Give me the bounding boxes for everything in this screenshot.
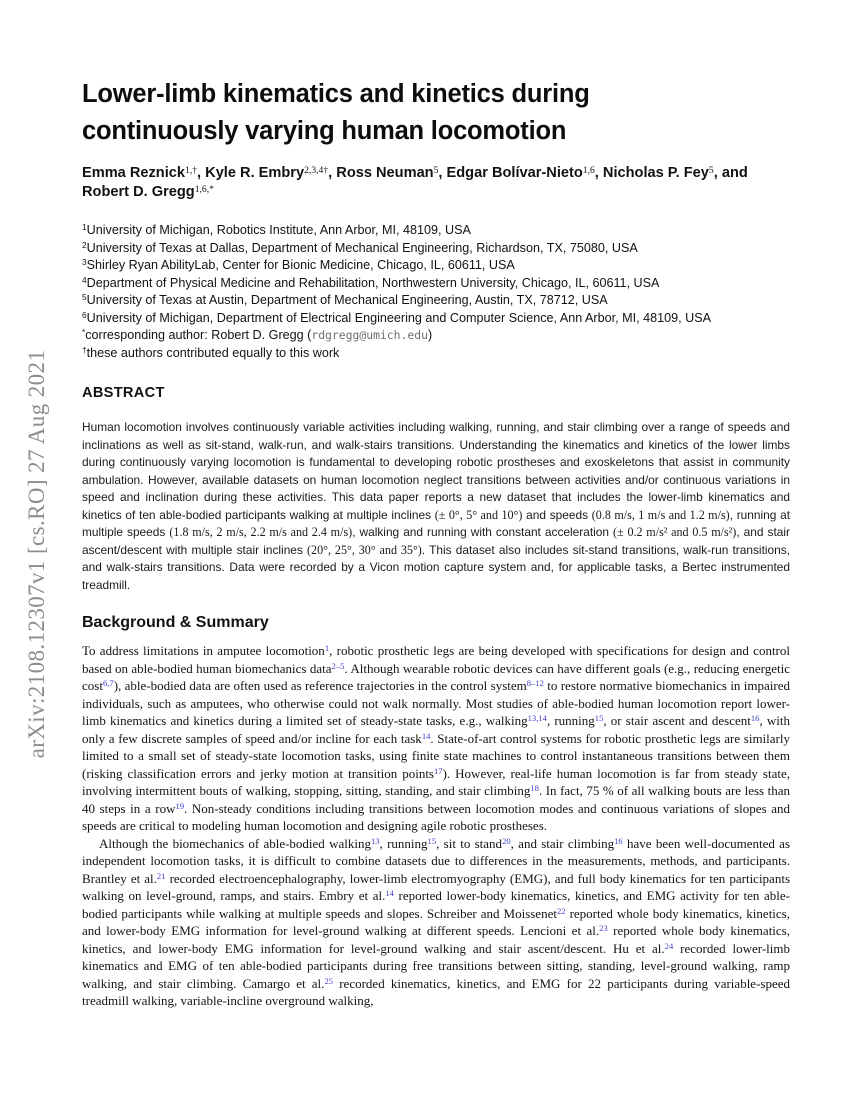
math-text: (20°, 25°, 30° and 35°)	[307, 542, 422, 557]
abstract-heading: ABSTRACT	[82, 385, 165, 401]
abstract-text: Human locomotion involves continuously variable activities including walking, running, and stair climbing over a range of speeds and inclinations as well as sit-stand, walk-run, and walk-stairs transitions. Understanding the kinematics and kinetics of the lower limbs during continuously varying locomotion is fundamental to developing robotic prostheses and exoskeletons that assist in community ambulation. However, available datasets on human locomotion neglect transitions between activities and/or continuous variations in speed and inclination during these activities. This data paper reports a new dataset that includes the lower-limb kinematics and kinetics of ten able-bodied participants walking at multiple inclines (± 0°, 5° and 10°) and speeds (0.8 m/s, 1 m/s and 1.2 m/s), running at multiple speeds (1.8 m/s, 2 m/s, 2.2 m/s and 2.4 m/s), walking and running with constant acceleration (± 0.2 m/s² and 0.5 m/s²), and stair ascent/descent with multiple stair inclines (20°, 25°, 30° and 35°). This dataset also includes sit-stand transitions, walk-run transitions, and walk-stairs transitions. Data were recorded by a Vicon motion capture system and, for applicable tasks, a Bertec instrumented treadmill.	[82, 420, 791, 592]
affiliation-marker: 4	[82, 274, 87, 285]
affiliation-line: *corresponding author: Robert D. Gregg (rdgregg@umich.edu)	[82, 327, 433, 342]
citation-link[interactable]: 13	[370, 835, 380, 846]
section-heading-background-summary: Background & Summary	[82, 614, 269, 631]
math-text: (± 0.2 m/s² and 0.5 m/s²)	[613, 525, 737, 539]
citation-link[interactable]: 24	[664, 940, 674, 951]
affiliation-marker: 5	[82, 292, 87, 303]
paper-title-line1: Lower-limb kinematics and kinetics during	[82, 80, 590, 108]
paper-content	[82, 0, 790, 1010]
affiliation-line: $^5$University of Texas at Austin, Department of Mechanical Engineering, Austin, TX, 78712, USA	[82, 292, 608, 307]
email-link[interactable]: rdgregg@umich.edu	[311, 328, 428, 342]
math-text: (1.8 m/s, 2 m/s, 2.2 m/s and 2.4 m/s)	[169, 525, 353, 539]
citation-link[interactable]: 2–5	[331, 660, 345, 671]
citation-link[interactable]: 15	[427, 835, 437, 846]
affiliation-line: $^2$University of Texas at Dallas, Department of Mechanical Engineering, Richardson, TX, 75080, USA	[82, 239, 638, 255]
citation-link[interactable]: 15	[594, 713, 604, 724]
math-text: (± 0°, 5° and 10°)	[434, 507, 523, 522]
citation-link[interactable]: 16	[614, 835, 623, 846]
citation-link[interactable]: 1	[324, 643, 330, 654]
citation-link[interactable]: 16	[750, 713, 760, 724]
affiliation-marker: 3	[82, 257, 87, 268]
citation-link[interactable]: 14	[385, 888, 394, 899]
affiliation-marker: *	[82, 327, 86, 338]
paper-title	[82, 76, 790, 150]
superscript-marker: 5	[708, 164, 714, 176]
citation-link[interactable]: 13,14	[527, 713, 547, 724]
affiliation-list	[82, 222, 790, 362]
citation-link[interactable]: 6,7	[102, 678, 114, 689]
body-paragraph: Although the biomechanics of able-bodied walking$^{13}$, running$^{15}$, sit to stand$^{20}$, and stair climbing$^{16}$ have been well-documented as independent locomotion tasks, it is difficult to combine datasets due to differences in the measurements, methods, and participants. Brantley et al.$^{21}$ recorded electroencephalography, lower-limb electromyography (EMG), and full body kinematics for ten participants walking on level-ground, ramps, and stairs. Embry et al.$^{14}$ reported lower-body kinematics, kinetics, and EMG activity for ten able-bodied participants while walking at multiple speeds and slopes. Schreiber and Moissenet$^{22}$ reported whole body kinematics, kinetics, and lower-body EMG information for level-ground walking at different speeds. Lencioni et al.$^{23}$ reported whole body kinematics, kinetics, and lower-body EMG information for level-ground walking and stair ascent/descent. Hu et al.$^{24}$ recorded lower-limb kinematics and EMG of ten able-bodied participants during free transitions between sitting, standing, level-ground walking, ramp walking, and stair climbing. Camargo et al.$^{25}$ recorded kinematics, kinetics, and EMG for 22 participants during variable-speed treadmill walking, variable-incline overground walking,	[82, 835, 791, 1008]
citation-link[interactable]: 8–12	[526, 678, 544, 689]
affiliation-line: $^6$University of Michigan, Department of Electrical Engineering and Computer Science, Ann Arbor, MI, 48109, USA	[82, 309, 712, 325]
background-section-body	[82, 642, 790, 1010]
affiliation-line: $^1$University of Michigan, Robotics Institute, Ann Arbor, MI, 48109, USA	[82, 222, 471, 237]
citation-link[interactable]: 14	[421, 730, 431, 741]
affiliation-line: $^3$Shirley Ryan AbilityLab, Center for Bionic Medicine, Chicago, IL, 60611, USA	[82, 257, 515, 272]
citation-link[interactable]: 18	[530, 783, 539, 794]
paper-title-line2: continuously varying human locomotion	[82, 117, 567, 145]
affiliation-marker: †	[82, 344, 87, 355]
superscript-marker: 1,†	[185, 164, 198, 176]
author-line: Emma Reznick$^{1,\dagger}$, Kyle R. Embry$^{2,3,4\dagger}$, Ross Neuman$^5$, Edgar Bolívar-Nieto$^{1,6}$, Nicholas P. Fey$^5$, and Robert D. Gregg$^{1,6,*}$	[82, 164, 748, 200]
body-paragraph: To address limitations in amputee locomotion$^1$, robotic prosthetic legs are being developed with specifications for design and control based on able-bodied human biomechanics data$^{2-5}$. Although wearable robotic devices can have different goals (e.g., reducing energetic cost$^{6,7}$), able-bodied data are often used as reference trajectories in the control system$^{8-12}$ to restore normative biomechanics in impaired individuals, such as amputees, who otherwise could not walk normally. Most studies of able-bodied human locomotion report lower-limb kinematics and kinetics during a limited set of steady-state tasks, e.g., walking$^{13,14}$, running$^{15}$, or stair ascent and descent$^{16}$, with only a few discrete samples of speed and/or incline for each task$^{14}$. State-of-art control systems for robotic prosthetic legs are similarly limited to a small set of steady-state locomotion tasks, using finite state machines to control instantaneous transitions between them (risking classification errors and jerky motion at transition points$^{17}$). However, real-life human locomotion is far from steady state, involving intermittent bouts of walking, stopping, sitting, standing, and stair climbing$^{18}$. In fact, 75 % of all walking bouts are less than 40 steps in a row$^{19}$. Non-steady conditions including transitions between locomotion modes and continuous variations of slopes and speeds are critical to modeling human locomotion and designing agile robotic prostheses.	[82, 643, 790, 833]
citation-link[interactable]: 19	[175, 800, 185, 811]
arxiv-watermark: arXiv:2108.12307v1 [cs.RO] 27 Aug 2021	[24, 349, 49, 759]
affiliation-marker: 2	[82, 239, 87, 250]
superscript-marker: 5	[433, 164, 439, 176]
citation-link[interactable]: 20	[502, 835, 511, 846]
affiliation-line: †these authors contributed equally to this work	[82, 344, 340, 360]
superscript-marker: 1,6	[582, 164, 595, 176]
math-text: (0.8 m/s, 1 m/s and 1.2 m/s)	[591, 507, 730, 522]
citation-link[interactable]: 21	[156, 870, 166, 881]
superscript-marker: 2,3,4†	[304, 164, 329, 176]
superscript-marker: 1,6,*	[194, 183, 214, 195]
affiliation-marker: 1	[82, 222, 87, 233]
citation-link[interactable]: 23	[599, 923, 608, 934]
citation-link[interactable]: 25	[324, 975, 334, 986]
citation-link[interactable]: 17	[434, 765, 443, 776]
affiliation-marker: 6	[82, 309, 87, 320]
citation-link[interactable]: 22	[556, 905, 566, 916]
affiliation-line: $^4$Department of Physical Medicine and Rehabilitation, Northwestern University, Chicago, IL, 60611, USA	[82, 274, 660, 290]
